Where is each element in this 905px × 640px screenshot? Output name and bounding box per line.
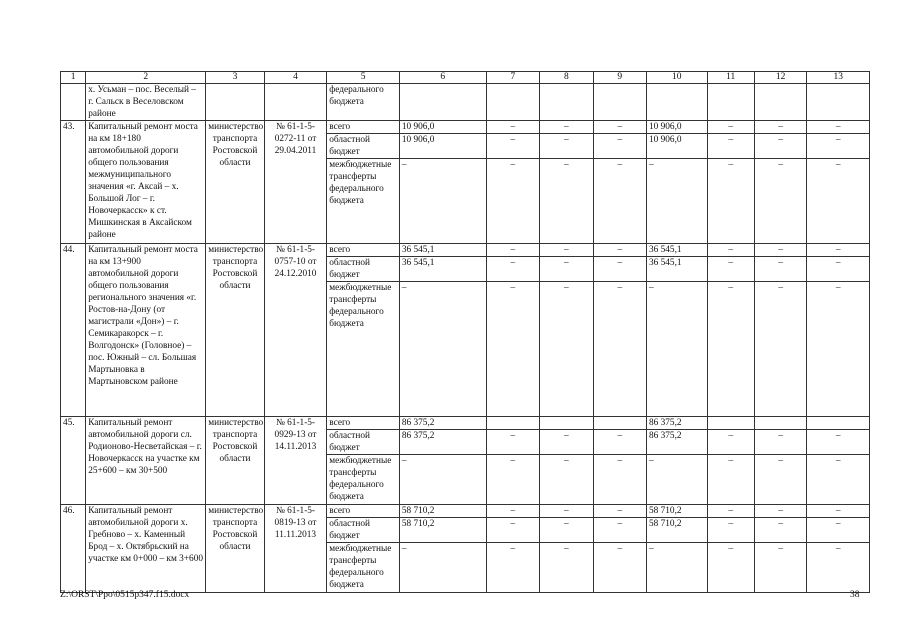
value-cell: – bbox=[707, 518, 754, 543]
value-cell-total: – bbox=[399, 159, 486, 244]
column-number: 1 bbox=[61, 72, 86, 84]
project-row bbox=[61, 505, 870, 518]
document-path: Z:\ORST\Ppo\0515p347.f15.docx bbox=[60, 590, 190, 600]
funding-source-cell: областной бюджет bbox=[327, 518, 400, 543]
value-cell: – bbox=[486, 505, 539, 518]
value-cell-total: – bbox=[399, 282, 486, 417]
value-cell-year: 86 375,2 bbox=[647, 430, 708, 455]
value-cell: – bbox=[486, 518, 539, 543]
column-number: 8 bbox=[540, 72, 593, 84]
value-cell bbox=[754, 417, 806, 430]
value-cell-year: – bbox=[647, 543, 708, 593]
customer-cell: министерство транспорта Ростовской области bbox=[206, 505, 265, 593]
value-cell bbox=[647, 84, 708, 121]
page-number: 38 bbox=[850, 590, 860, 600]
column-number: 7 bbox=[486, 72, 539, 84]
document-cell: № 61-1-5-0929-13 от 14.11.2013 bbox=[264, 417, 327, 505]
value-cell: – bbox=[707, 121, 754, 134]
customer-cell bbox=[206, 84, 265, 121]
value-cell: – bbox=[807, 121, 870, 134]
value-cell bbox=[707, 417, 754, 430]
value-cell: – bbox=[486, 455, 539, 505]
value-cell: – bbox=[754, 257, 806, 282]
column-number-row bbox=[61, 72, 870, 84]
value-cell-year: – bbox=[647, 159, 708, 244]
value-cell: – bbox=[486, 244, 539, 257]
column-number: 11 bbox=[707, 72, 754, 84]
program-table bbox=[60, 71, 870, 593]
value-cell: – bbox=[807, 134, 870, 159]
value-cell: – bbox=[593, 244, 646, 257]
value-cell: – bbox=[707, 159, 754, 244]
value-cell: – bbox=[593, 505, 646, 518]
value-cell: – bbox=[707, 543, 754, 593]
value-cell: – bbox=[593, 518, 646, 543]
value-cell: – bbox=[593, 430, 646, 455]
row-number-cell: 45. bbox=[61, 417, 86, 505]
value-cell: – bbox=[540, 505, 593, 518]
value-cell-total: 10 906,0 bbox=[399, 121, 486, 134]
object-name-cell: Капитальный ремонт автомобильной дороги сл. Родионово-Несветайская – г. Новочеркасск на участке км 25+600 – км 30+500 bbox=[86, 417, 206, 505]
funding-source-cell: всего bbox=[327, 121, 400, 134]
value-cell bbox=[593, 84, 646, 121]
funding-source-cell: всего bbox=[327, 417, 400, 430]
value-cell: – bbox=[593, 121, 646, 134]
column-number: 4 bbox=[264, 72, 327, 84]
row-number-cell: 46. bbox=[61, 505, 86, 593]
value-cell bbox=[486, 417, 539, 430]
value-cell: – bbox=[754, 505, 806, 518]
document-cell: № 61-1-5-0272-11 от 29.04.2011 bbox=[264, 121, 327, 244]
column-number: 2 bbox=[86, 72, 206, 84]
value-cell: – bbox=[754, 455, 806, 505]
column-number: 5 bbox=[327, 72, 400, 84]
customer-cell: министерство транспорта Ростовской области bbox=[206, 121, 265, 244]
row-number-cell: 44. bbox=[61, 244, 86, 417]
value-cell: – bbox=[807, 430, 870, 455]
value-cell-year: 10 906,0 bbox=[647, 121, 708, 134]
value-cell bbox=[754, 84, 806, 121]
funding-source-cell: всего bbox=[327, 505, 400, 518]
value-cell-year: 86 375,2 bbox=[647, 417, 708, 430]
value-cell: – bbox=[807, 257, 870, 282]
funding-source-cell: межбюджетные трансферты федерального бюджета bbox=[327, 543, 400, 593]
value-cell: – bbox=[540, 121, 593, 134]
document-cell: № 61-1-5-0819-13 от 11.11.2013 bbox=[264, 505, 327, 593]
value-cell: – bbox=[707, 282, 754, 417]
value-cell: – bbox=[593, 159, 646, 244]
value-cell-year: 58 710,2 bbox=[647, 505, 708, 518]
value-cell-total: 58 710,2 bbox=[399, 505, 486, 518]
value-cell bbox=[807, 417, 870, 430]
value-cell: – bbox=[807, 518, 870, 543]
value-cell-year: 58 710,2 bbox=[647, 518, 708, 543]
value-cell-total: 86 375,2 bbox=[399, 430, 486, 455]
value-cell bbox=[399, 84, 486, 121]
customer-cell: министерство транспорта Ростовской области bbox=[206, 244, 265, 417]
value-cell: – bbox=[540, 282, 593, 417]
value-cell bbox=[807, 84, 870, 121]
funding-source-cell: межбюджетные трансферты федерального бюджета bbox=[327, 282, 400, 417]
column-number: 3 bbox=[206, 72, 265, 84]
value-cell: – bbox=[807, 244, 870, 257]
customer-cell: министерство транспорта Ростовской области bbox=[206, 417, 265, 505]
value-cell: – bbox=[593, 134, 646, 159]
value-cell: – bbox=[540, 518, 593, 543]
object-name-cell: Капитальный ремонт моста на км 13+900 автомобильной дороги общего пользования регионального значения «г. Ростов-на-Дону (от магистрали «Дон») – г. Семикаракорск – г. Волгодонск» (Головное) – пос. Южный – сл. Большая Мартыновка в Мартыновском районе bbox=[86, 244, 206, 417]
document-cell bbox=[264, 84, 327, 121]
value-cell: – bbox=[707, 244, 754, 257]
value-cell-total: 10 906,0 bbox=[399, 134, 486, 159]
funding-source-cell: областной бюджет bbox=[327, 257, 400, 282]
project-row bbox=[61, 244, 870, 257]
value-cell-total: – bbox=[399, 543, 486, 593]
object-name-cell: Капитальный ремонт автомобильной дороги х. Гребново – х. Каменный Брод – х. Октябрьский на участке км 0+000 – км 3+600 bbox=[86, 505, 206, 593]
value-cell: – bbox=[540, 430, 593, 455]
row-number-cell: 43. bbox=[61, 121, 86, 244]
value-cell-total: 58 710,2 bbox=[399, 518, 486, 543]
value-cell: – bbox=[707, 257, 754, 282]
value-cell: – bbox=[540, 244, 593, 257]
value-cell: – bbox=[593, 543, 646, 593]
value-cell: – bbox=[540, 134, 593, 159]
value-cell: – bbox=[593, 455, 646, 505]
value-cell-total: 36 545,1 bbox=[399, 244, 486, 257]
value-cell: – bbox=[807, 543, 870, 593]
value-cell: – bbox=[754, 121, 806, 134]
value-cell: – bbox=[754, 430, 806, 455]
value-cell: – bbox=[707, 505, 754, 518]
value-cell: – bbox=[754, 282, 806, 417]
funding-source-cell: федерального бюджета bbox=[327, 84, 400, 121]
column-number: 13 bbox=[807, 72, 870, 84]
value-cell: – bbox=[807, 505, 870, 518]
funding-source-cell: межбюджетные трансферты федерального бюджета bbox=[327, 455, 400, 505]
column-number: 12 bbox=[754, 72, 806, 84]
value-cell: – bbox=[486, 159, 539, 244]
value-cell-year: – bbox=[647, 282, 708, 417]
value-cell: – bbox=[707, 455, 754, 505]
value-cell: – bbox=[707, 430, 754, 455]
object-name-cell: Капитальный ремонт моста на км 18+180 автомобильной дороги общего пользования межмуниципального значения «г. Аксай – х. Большой Лог – г. Новочеркасск» к ст. Мишкинская в Аксайском районе bbox=[86, 121, 206, 244]
value-cell bbox=[540, 417, 593, 430]
value-cell bbox=[593, 417, 646, 430]
value-cell: – bbox=[486, 430, 539, 455]
row-number-cell bbox=[61, 84, 86, 121]
column-number: 9 bbox=[593, 72, 646, 84]
value-cell-total: 86 375,2 bbox=[399, 417, 486, 430]
value-cell-year: 36 545,1 bbox=[647, 244, 708, 257]
value-cell: – bbox=[486, 543, 539, 593]
value-cell: – bbox=[540, 543, 593, 593]
funding-source-cell: областной бюджет bbox=[327, 134, 400, 159]
value-cell-year: 10 906,0 bbox=[647, 134, 708, 159]
value-cell: – bbox=[754, 134, 806, 159]
value-cell bbox=[707, 84, 754, 121]
funding-source-cell: областной бюджет bbox=[327, 430, 400, 455]
value-cell: – bbox=[540, 455, 593, 505]
value-cell-total: – bbox=[399, 455, 486, 505]
project-row bbox=[61, 121, 870, 134]
value-cell: – bbox=[593, 257, 646, 282]
value-cell: – bbox=[807, 455, 870, 505]
value-cell: – bbox=[754, 518, 806, 543]
value-cell bbox=[540, 84, 593, 121]
value-cell: – bbox=[593, 282, 646, 417]
continuation-row bbox=[61, 84, 870, 121]
value-cell: – bbox=[486, 134, 539, 159]
project-row bbox=[61, 417, 870, 430]
value-cell bbox=[486, 84, 539, 121]
value-cell: – bbox=[807, 159, 870, 244]
column-number: 10 bbox=[647, 72, 708, 84]
document-cell: № 61-1-5-0757-10 от 24.12.2010 bbox=[264, 244, 327, 417]
value-cell: – bbox=[486, 257, 539, 282]
value-cell-total: 36 545,1 bbox=[399, 257, 486, 282]
value-cell-year: – bbox=[647, 455, 708, 505]
column-number: 6 bbox=[399, 72, 486, 84]
value-cell: – bbox=[486, 121, 539, 134]
value-cell: – bbox=[754, 543, 806, 593]
value-cell: – bbox=[754, 244, 806, 257]
value-cell: – bbox=[754, 159, 806, 244]
value-cell: – bbox=[807, 282, 870, 417]
value-cell: – bbox=[540, 257, 593, 282]
funding-source-cell: межбюджетные трансферты федерального бюджета bbox=[327, 159, 400, 244]
funding-source-cell: всего bbox=[327, 244, 400, 257]
value-cell-year: 36 545,1 bbox=[647, 257, 708, 282]
object-name-cell: х. Усьман – пос. Веселый – г. Сальск в Веселовском районе bbox=[86, 84, 206, 121]
value-cell: – bbox=[707, 134, 754, 159]
value-cell: – bbox=[486, 282, 539, 417]
value-cell: – bbox=[540, 159, 593, 244]
